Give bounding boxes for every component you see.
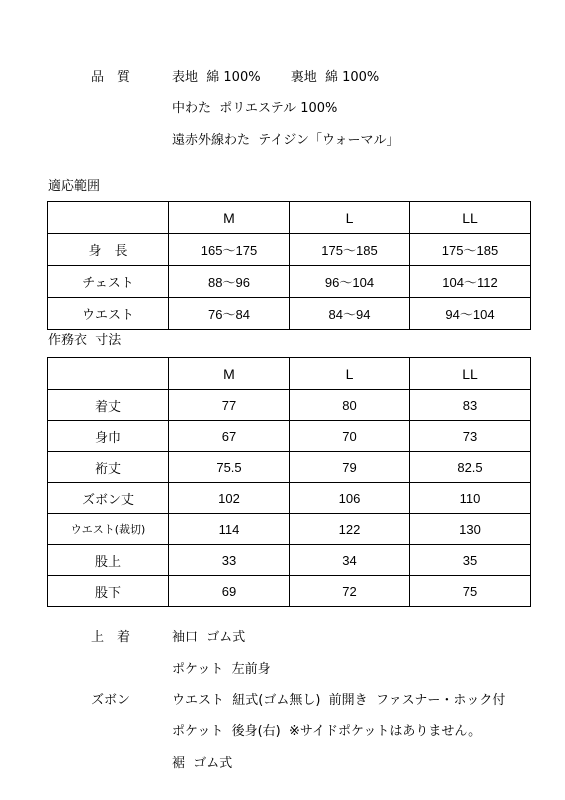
table-cell: 110 (410, 483, 531, 514)
table-cell: 84～94 (290, 298, 410, 330)
table-cell: 83 (410, 390, 531, 421)
table-cell: 80 (290, 390, 410, 421)
table-cell: 33 (169, 545, 290, 576)
header-cell: LL (410, 358, 531, 390)
jacket-cuff-note: 袖口 ゴム式 (172, 630, 246, 645)
table-cell: 77 (169, 390, 290, 421)
table-cell: 34 (290, 545, 410, 576)
table-cell: 102 (169, 483, 290, 514)
header-cell (48, 358, 169, 390)
table-cell: 67 (169, 421, 290, 452)
header-cell (48, 202, 169, 234)
pants-label: ズボン (91, 693, 131, 708)
table-row (48, 234, 531, 266)
quality-label: 品 質 (91, 70, 131, 85)
row-label: 裄丈 (48, 452, 169, 483)
jacket-pocket-note: ポケット 左前身 (172, 662, 271, 677)
row-label: チェスト (48, 266, 169, 298)
size-table-title: 作務衣 寸法 (48, 333, 122, 348)
table-row (48, 545, 531, 576)
table-cell: 94～104 (410, 298, 531, 330)
table-cell: 88～96 (169, 266, 290, 298)
table-row (48, 298, 531, 330)
table-cell: 104～112 (410, 266, 531, 298)
row-label: 身 長 (48, 234, 169, 266)
table-cell: 35 (410, 545, 531, 576)
table-row (48, 576, 531, 607)
quality-line-padding: 中わた ポリエステル 100% (172, 101, 338, 116)
table-cell: 82.5 (410, 452, 531, 483)
header-cell: M (169, 358, 290, 390)
table-cell: 114 (169, 514, 290, 545)
row-label: 股上 (48, 545, 169, 576)
table-row (48, 390, 531, 421)
table-cell: 76～84 (169, 298, 290, 330)
fit-table-header-row (48, 202, 531, 234)
table-cell: 73 (410, 421, 531, 452)
row-label: 股下 (48, 576, 169, 607)
table-cell: 79 (290, 452, 410, 483)
table-cell: 106 (290, 483, 410, 514)
pants-hem-note: 裾 ゴム式 (172, 756, 233, 771)
table-row (48, 421, 531, 452)
table-row (48, 483, 531, 514)
row-label: ズボン丈 (48, 483, 169, 514)
table-row (48, 452, 531, 483)
size-table-header-row (48, 358, 531, 390)
pants-pocket-note: ポケット 後身(右) ※サイドポケットはありません。 (172, 724, 482, 739)
table-cell: 70 (290, 421, 410, 452)
table-row (48, 514, 531, 545)
table-cell: 175～185 (290, 234, 410, 266)
header-cell: L (290, 358, 410, 390)
table-cell: 122 (290, 514, 410, 545)
row-label: 着丈 (48, 390, 169, 421)
table-cell: 69 (169, 576, 290, 607)
jacket-label: 上 着 (91, 630, 131, 645)
quality-line-infrared: 遠赤外線わた テイジン「ウォーマル」 (172, 133, 400, 148)
header-cell: M (169, 202, 290, 234)
table-cell: 72 (290, 576, 410, 607)
header-cell: LL (410, 202, 531, 234)
header-cell: L (290, 202, 410, 234)
table-cell: 165～175 (169, 234, 290, 266)
quality-line-fabric: 表地 綿 100% 裏地 綿 100% (172, 70, 380, 85)
table-cell: 75.5 (169, 452, 290, 483)
fit-table (47, 201, 531, 330)
table-cell: 130 (410, 514, 531, 545)
table-row (48, 266, 531, 298)
pants-waist-note: ウエスト 紐式(ゴム無し) 前開き ファスナー・ホック付 (172, 693, 506, 708)
table-cell: 75 (410, 576, 531, 607)
row-label: 身巾 (48, 421, 169, 452)
table-cell: 96～104 (290, 266, 410, 298)
row-label: ウエスト (48, 298, 169, 330)
row-label: ウエスト(裁切) (48, 514, 169, 545)
fit-table-title: 適応範囲 (48, 179, 101, 194)
table-cell: 175～185 (410, 234, 531, 266)
size-table (47, 357, 531, 607)
